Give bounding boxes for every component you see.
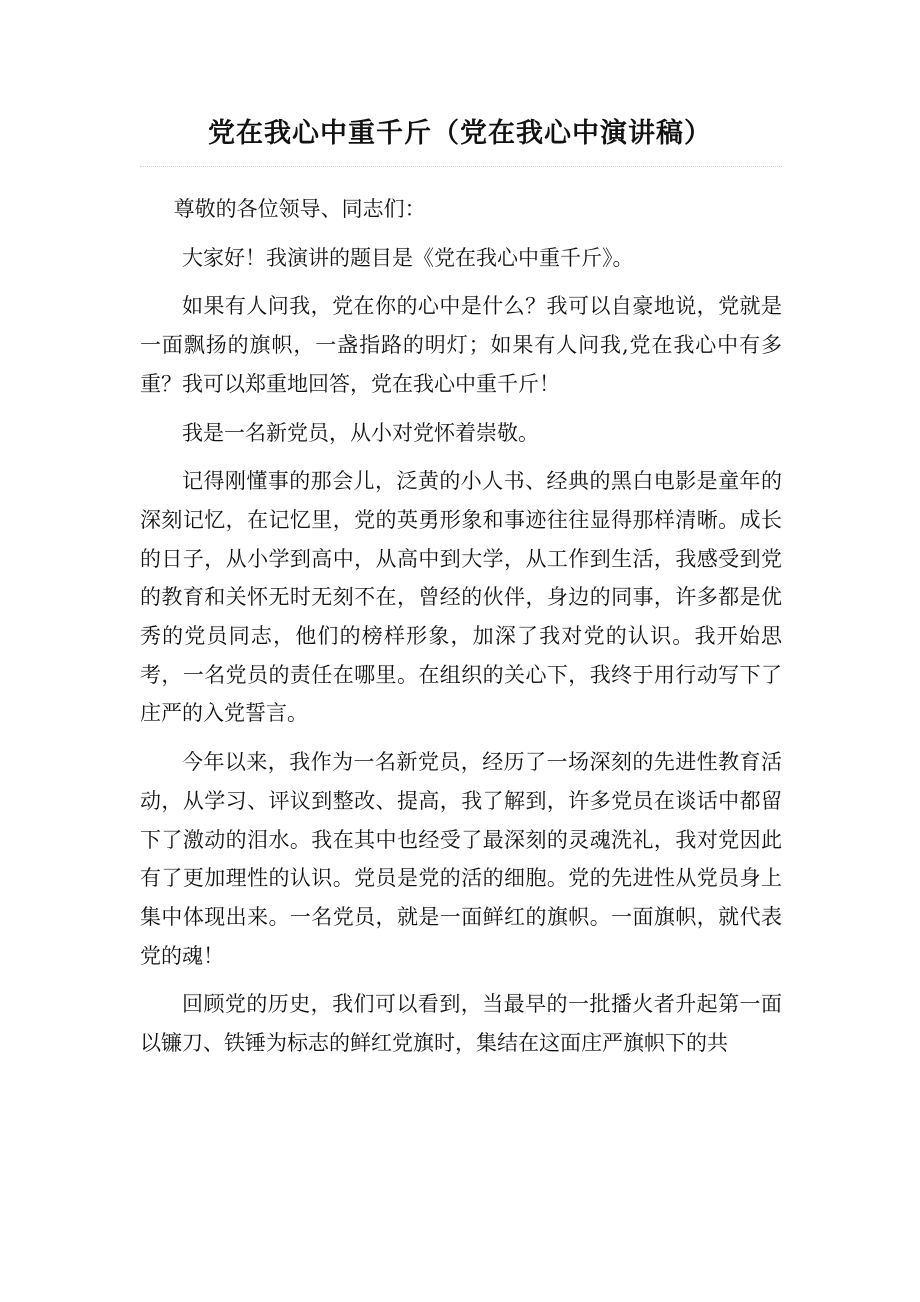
document-body	[140, 190, 782, 1063]
paragraph: 如果有人问我，党在你的心中是什么？我可以自豪地说，党就是一面飘扬的旗帜，一盏指路的明灯；如果有人问我,党在我心中有多重？我可以郑重地回答，党在我心中重千斤！	[140, 294, 782, 396]
paragraph: 今年以来，我作为一名新党员，经历了一场深刻的先进性教育活动，从学习、评议到整改、提高，我了解到，许多党员在谈话中都留下了激动的泪水。我在其中也经受了最深刻的灵魂洗礼，我对党因此有了更加理性的认识。党员是党的活的细胞。党的先进性从党员身上集中体现出来。一名党员，就是一面鲜红的旗帜。一面旗帜，就代表党的魂！	[140, 750, 782, 968]
salutation: 尊敬的各位领导、同志们：	[173, 197, 426, 221]
title-divider	[140, 166, 782, 167]
paragraph: 回顾党的历史，我们可以看到，当最早的一批播火者升起第一面以镰刀、铁锤为标志的鲜红党旗时，集结在这面庄严旗帜下的共	[140, 992, 782, 1056]
paragraph: 大家好！我演讲的题目是《党在我心中重千斤》。	[182, 245, 634, 270]
paragraph: 我是一名新党员，从小对党怀着崇敬。	[182, 420, 539, 445]
paragraph: 记得刚懂事的那会儿，泛黄的小人书、经典的黑白电影是童年的深刻记忆，在记忆里，党的英勇形象和事迹往往显得那样清晰。成长的日子，从小学到高中，从高中到大学，从工作到生活，我感受到党的教育和关怀无时无刻不在，曾经的伙伴，身边的同事，许多都是优秀的党员同志，他们的榜样形象，加深了我对党的认识。我开始思考，一名党员的责任在哪里。在组织的关心下，我终于用行动写下了庄严的入党誓言。	[140, 469, 782, 726]
document-title: 党在我心中重千斤（党在我心中演讲稿）	[208, 118, 712, 149]
